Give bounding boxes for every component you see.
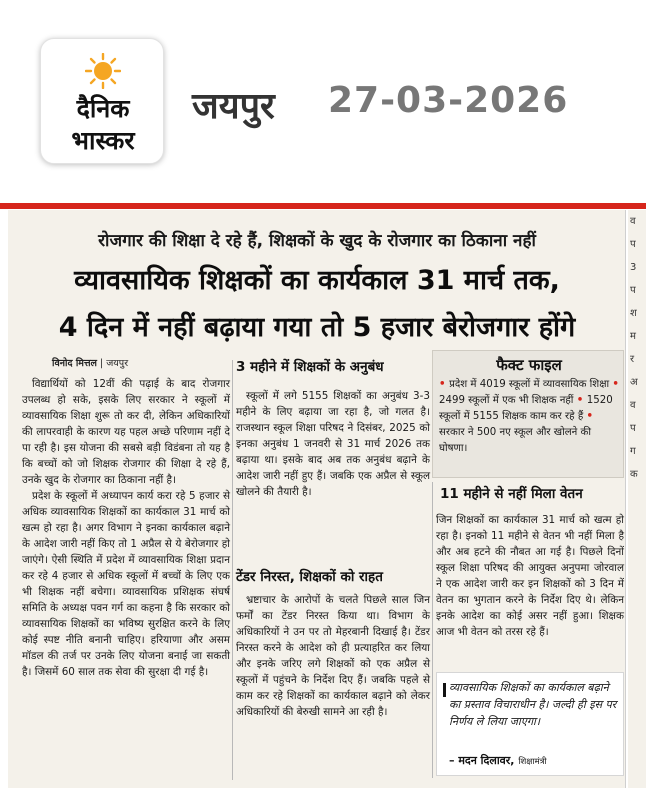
- fact-item: 1520 स्कूलों में 5155 शिक्षक काम कर रहे हैं: [439, 395, 613, 422]
- column-divider: [232, 360, 233, 780]
- cropped-glyph: म: [630, 331, 636, 342]
- logo-line1: दैनिक: [76, 94, 130, 123]
- cropped-glyph: प: [630, 285, 636, 296]
- quote-attribution: [449, 753, 547, 768]
- subheading-contract: 3 महीने में शिक्षकों के अनुबंध: [236, 359, 384, 375]
- quote-bar: [443, 683, 446, 697]
- paragraph: जिन शिक्षकों का कार्यकाल 31 मार्च को खत्म हो रहा है। इनको 11 महीने से वेतन भी नहीं मिला है और अब हटने की नौबत आ गई है। पिछले दिनों स्कूल शिक्षा परिषद की आयुक्त अनुपमा जोरवाल ने एक आदेश जारी कर इन शिक्षकों को 3 दिन में वेतन का भुगतान करने के निर्देश दिए थे। लेकिन इनके आदेश का कोई असर नहीं हुआ। शिक्षक आज भी वेतन को तरस रहे हैं।: [436, 514, 624, 638]
- column-1: [22, 376, 230, 680]
- fact-file-title: फैक्ट फाइल: [496, 356, 562, 374]
- minister-quote: [436, 672, 624, 776]
- column-3: [436, 512, 624, 640]
- byline-author: विनोद मित्तल: [52, 358, 97, 369]
- cropped-glyph: क: [630, 469, 638, 480]
- quote-text: व्यावसायिक शिक्षकों का कार्यकाल बढ़ाने का प्रस्ताव विचाराधीन है। जल्दी ही इस पर निर्णय ले लिया जाएगा।: [449, 681, 617, 728]
- bullet-icon: •: [612, 379, 619, 390]
- column-2-lower: [236, 592, 430, 720]
- subheading-tender: टेंडर निरस्त, शिक्षकों को राहत: [236, 569, 383, 585]
- header-bar: [0, 0, 646, 200]
- bullet-icon: •: [439, 379, 450, 390]
- edition-date: 27-03-2026: [328, 80, 569, 121]
- paragraph: विद्यार्थियों को 12वीं की पढ़ाई के बाद रोजगार उपलब्ध हो सके, इसके लिए सरकार ने स्कूलों में व्यावसायिक शिक्षा शुरू तो कर दी, लेकिन अधिकारियों की लापरवाही के कारण यह पहल अच्छे परिणाम नहीं दे पा रही है। इस योजना की सबसे बड़ी विडंबना तो यह है कि बच्चों को जो शिक्षक रोजगार की शिक्षा दे रहे हैं, उनके खुद के रोजगार का ठिकाना नहीं है।: [22, 378, 230, 486]
- cropped-glyph: व: [630, 400, 636, 411]
- fact-item: 2499 स्कूलों में एक भी शिक्षक नहीं: [439, 395, 574, 406]
- logo-line2: भास्कर: [71, 126, 135, 155]
- fact-file-box: [432, 350, 624, 478]
- quote-author: – मदन दिलावर,: [449, 754, 515, 767]
- news-clipping: [8, 210, 626, 788]
- paragraph: प्रदेश के स्कूलों में अध्यापन कार्य करा रहे 5 हजार से अधिक व्यावसायिक शिक्षकों का कार्यकाल 31 मार्च को खत्म हो रहा है। अगर विभाग ने इनका कार्यकाल बढ़ाने के आदेश जारी नहीं किए तो 1 अप्रैल से ये बेरोजगार हो जाएंगे। ऐसी स्थिति में प्रदेश में व्यावसायिक शिक्षा प्रदान कर रहे 4 हजार से अधिक स्कूलों में बच्चों के लिए एक भी शिक्षक नहीं बचेगा। व्यावसायिक प्रशिक्षक संघर्ष समिति के अध्यक्ष पवन गर्ग का कहना है कि सरकार को व्यावसायिक शिक्षकों का भविष्य सुरक्षित करने के लिए कोई स्पष्ट नीति बनानी चाहिए। हरियाणा और असम मॉडल की तर्ज पर उनके लिए योजना बनाई जा सकती है। जिसमें 60 साल तक सेवा की सुरक्षा दी गई है।: [22, 490, 230, 678]
- cropped-glyph: प: [630, 239, 636, 250]
- page-bottom-margin: [0, 788, 646, 810]
- byline: [52, 356, 128, 369]
- newspaper-logo[interactable]: [40, 38, 164, 164]
- headline-line2: 4 दिन में नहीं बढ़ाया गया तो 5 हजार बेरोजगार होंगे: [58, 312, 576, 343]
- byline-separator: |: [100, 358, 107, 369]
- fact-item: सरकार ने 500 नए स्कूल और खोलने की घोषणा।: [439, 427, 592, 454]
- headline-line1: व्यावसायिक शिक्षकों का कार्यकाल 31 मार्च तक,: [74, 265, 560, 296]
- byline-place: जयपुर: [106, 358, 129, 369]
- cropped-glyph: 3: [630, 262, 637, 273]
- bullet-icon: •: [576, 395, 587, 406]
- column-divider: [432, 482, 433, 778]
- top-red-rule: [0, 203, 646, 209]
- cropped-glyph: प: [630, 423, 636, 434]
- paragraph: स्कूलों में लगे 5155 शिक्षकों का अनुबंध 3-3 महीने के लिए बढ़ाया जा रहा है, जो गलत है। राजस्थान स्कूल शिक्षा परिषद ने दिसंबर, 2025 को इनका अनुबंध 1 जनवरी से 31 मार्च 2026 तक बढ़ाया था। इसके बाद अब तक अनुबंध बढ़ाने के आदेश जारी नहीं हुए हैं। जबकि एक अप्रैल से स्कूल खोलने की तैयारी है।: [236, 390, 430, 498]
- cropped-glyph: अ: [630, 377, 638, 388]
- subheading-salary: 11 महीने से नहीं मिला वेतन: [440, 486, 583, 502]
- cropped-glyph: व: [630, 216, 636, 227]
- cropped-glyph: श: [630, 308, 637, 319]
- paragraph: भ्रष्टाचार के आरोपों के चलते पिछले साल जिन फर्मों का टेंडर निरस्त किया था। विभाग के अधिकारियों ने उन पर तो मेहरबानी दिखाई है। टेंडर निरस्त करने के आदेश को ही प्रत्याहरित कर लिया और इनके जरिए लगे शिक्षकों को एक अप्रैल से स्कूलों में पहुंचने के निर्देश दिए हैं। जबकि पहले से काम कर रहे शिक्षकों का कार्यकाल बढ़ाने को लेकर अधिकारियों की बेरुखी सामने आ रही है।: [236, 594, 430, 718]
- kicker: रोजगार की शिक्षा दे रहे हैं, शिक्षकों के खुद के रोजगार का ठिकाना नहीं: [98, 231, 536, 251]
- edition-city: जयपुर: [192, 86, 275, 127]
- cropped-glyph: ग: [630, 446, 636, 457]
- adjacent-article-edge: [628, 210, 646, 788]
- fact-file-list: [439, 377, 621, 457]
- quote-role: शिक्षामंत्री: [518, 757, 547, 767]
- bullet-icon: •: [586, 411, 594, 422]
- cropped-glyph: र: [630, 354, 635, 365]
- sun-icon: [85, 53, 121, 89]
- column-2: [236, 388, 430, 500]
- fact-item: प्रदेश में 4019 स्कूलों में व्यावसायिक शिक्षा: [449, 379, 610, 390]
